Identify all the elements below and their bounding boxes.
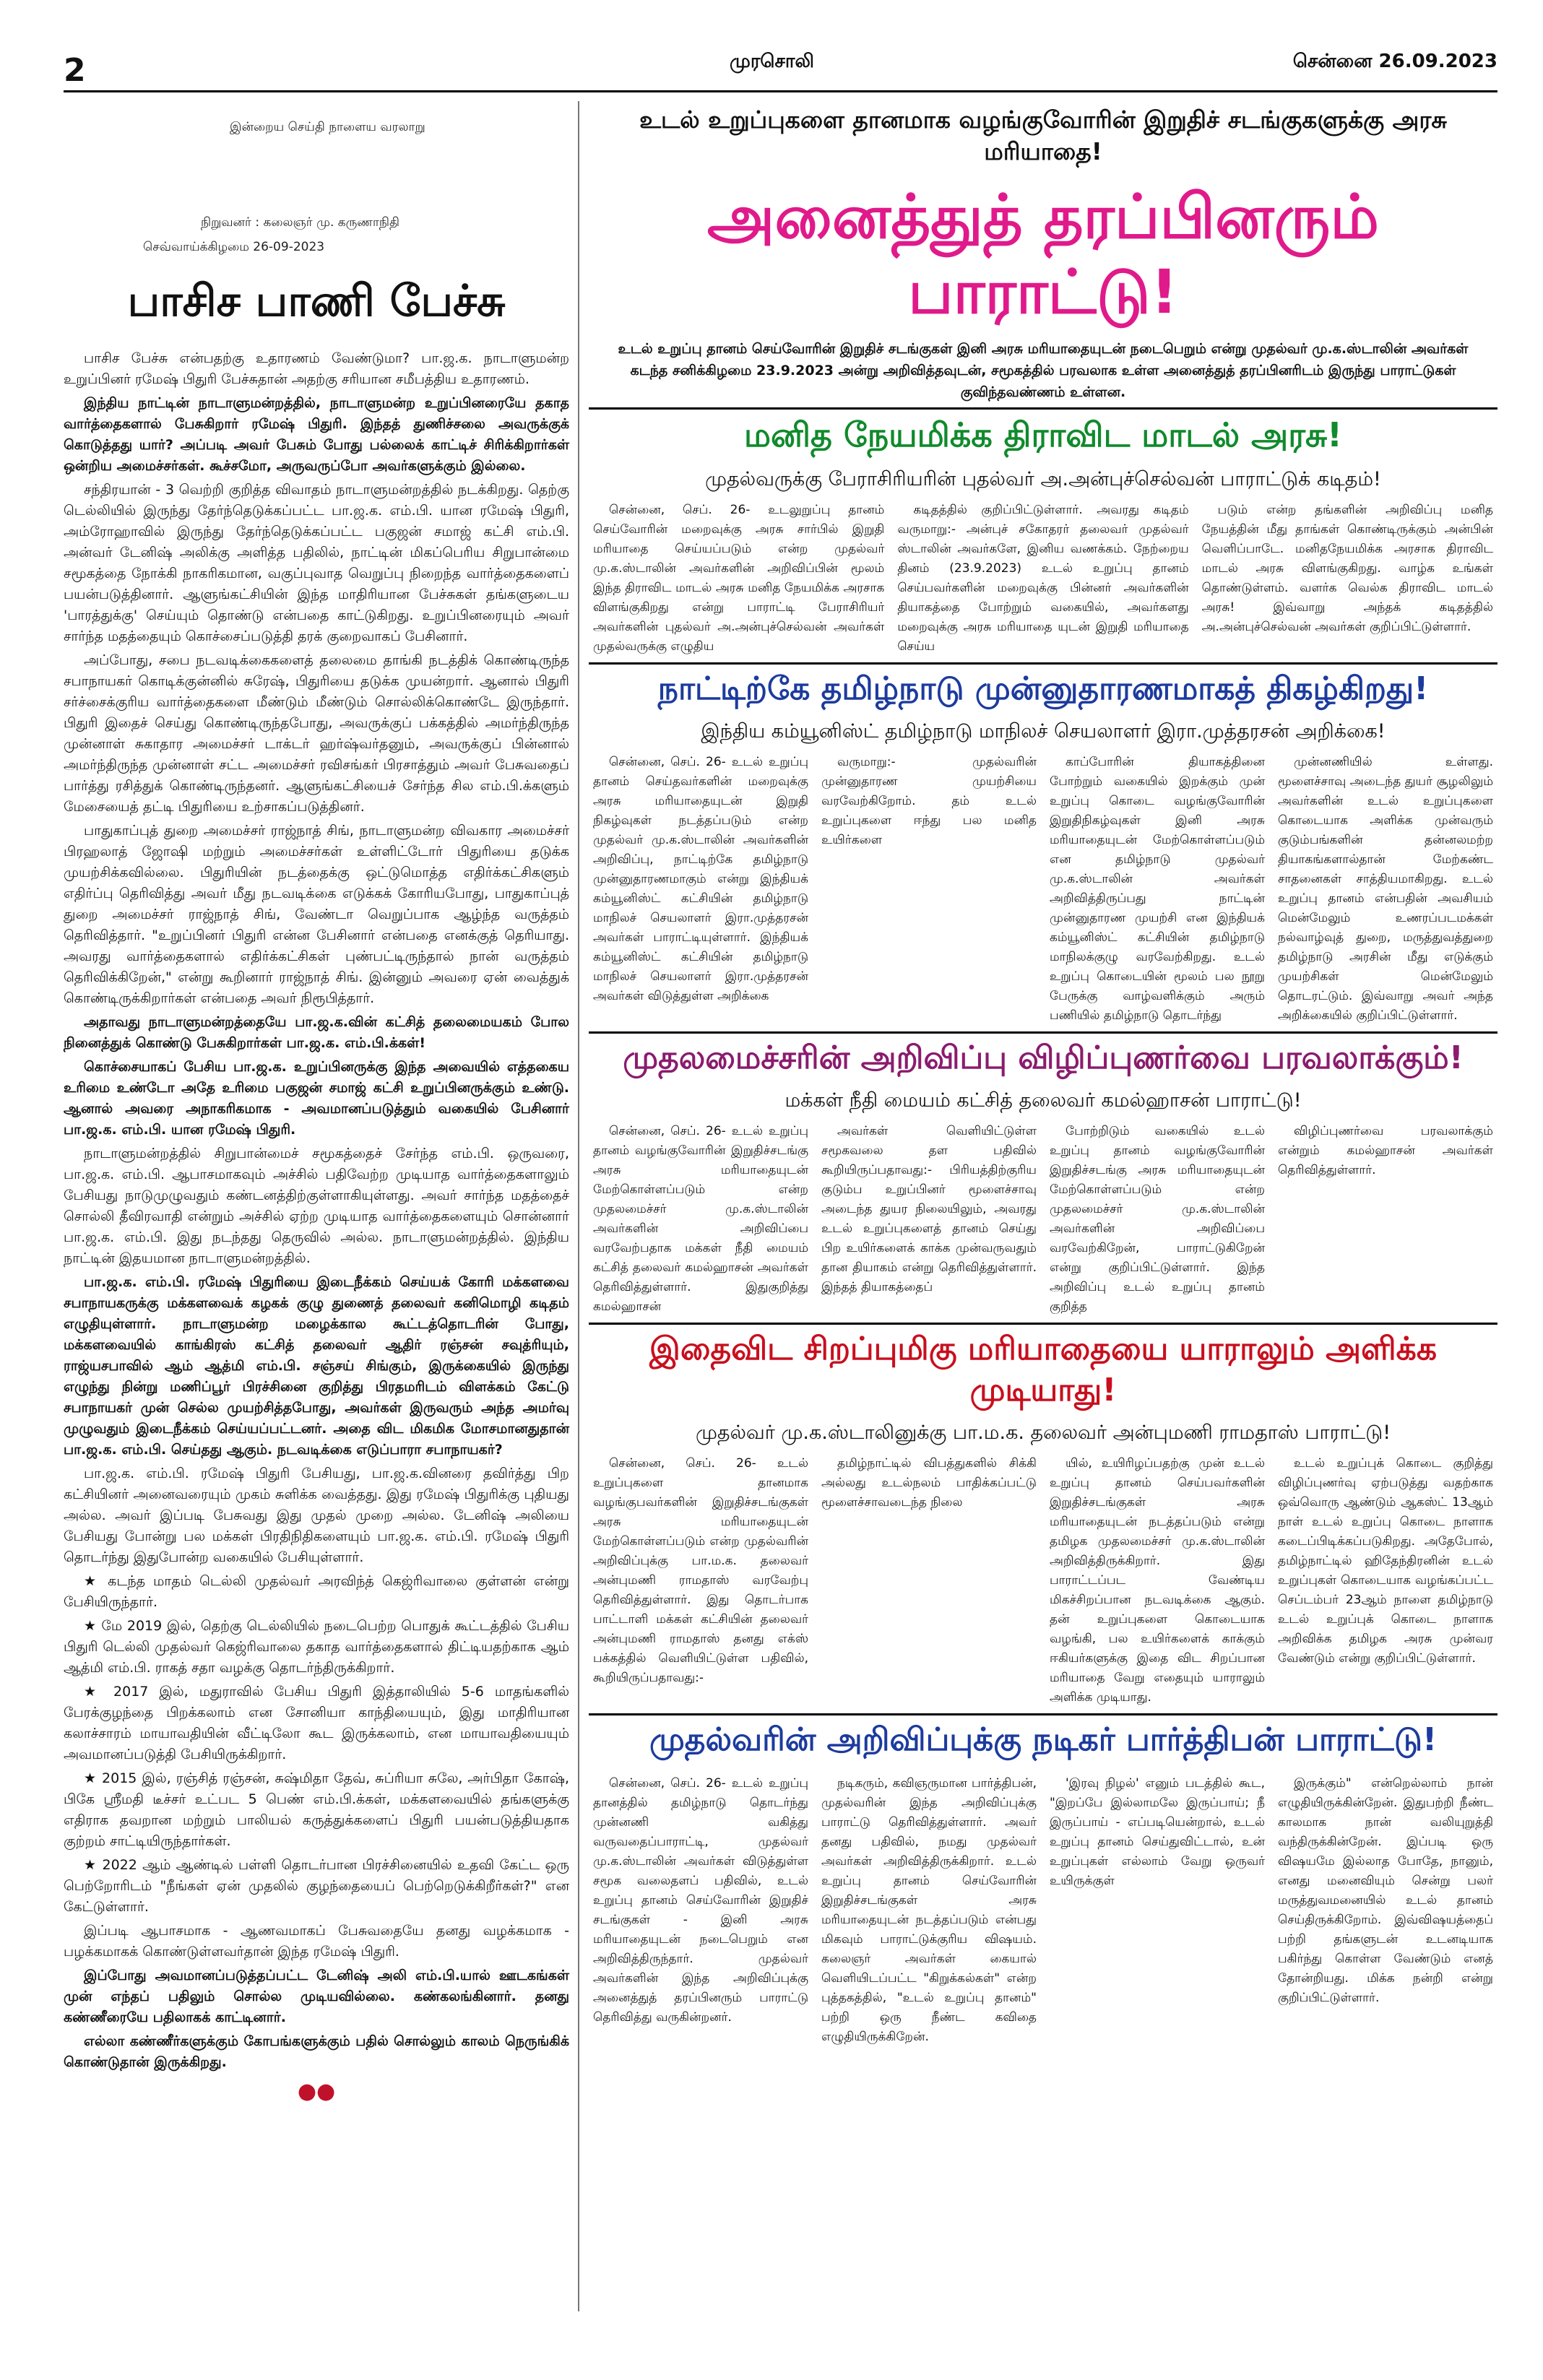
text-column bbox=[1050, 753, 1265, 1027]
masthead-rule bbox=[64, 90, 1497, 92]
editorial-paragraph: பா.ஜ.க. எம்.பி. ரமேஷ் பிதுரி பேசியது, பா.ஜ.க.வினரை தவிர்த்து பிற கட்சியினர் அனைவரையும் முகம் சுளிக்க வைத்தது. இது ரமேஷ் பிதுரிக்கு புதியது அல்ல. அவர் இப்படி பேசுவது இது முதல் முறை அல்ல. டேனிஷ் அலியை பேசியது போன்று பல மக்கள் பிரதிநிதிகளையும் பா.ஜ.க. எம்.பி. ரமேஷ் பிதுரி தொடர்ந்து இதுபோன்ற வகையில் பேசியுள்ளார். bbox=[64, 1466, 569, 1565]
text-column bbox=[821, 1454, 1037, 1709]
editorial-body bbox=[64, 348, 569, 2073]
column-text: முன்னணியில் உள்ளது. மூளைச்சாவு அடைந்த துயர் சூழலிலும் அவர்களின் உடல் உறுப்புகளை கொடையாக அளிக்க முன்வரும் குடும்பங்களின் தன்னலமற்ற தியாகங்களால்தான் மேற்கண்ட சாதனைகள் சாத்தியமாகிறது. உடல் உறுப்பு தானம் என்பதின் அவசியம் மென்மேலும் உணரப்படமக்கள் நல்வாழ்வுத் துறை, மருத்துவத்துறை தமிழ்நாடு அரசின் மீது எடுக்கும் முயற்சிகள் மென்மேலும் தொடரட்டும். இவ்வாறு அவர் அந்த அறிக்கையில் குறிப்பிட்டுள்ளார். bbox=[1278, 755, 1493, 1023]
section-headline: முதலமைச்சரின் அறிவிப்பு விழிப்புணர்வை பரவலாக்கும்! bbox=[589, 1031, 1497, 1086]
editorial-paragraph: இப்போது அவமானப்படுத்தப்பட்ட டேனிஷ் அலி எம்.பி.யால் ஊடகங்கள் முன் எந்தப் பதிலும் சொல்ல முடியவில்லை. கண்கலங்கினார். தனது கண்ணீரையே பதிலாகக் காட்டினார். bbox=[64, 1968, 569, 2025]
banner-headline: அனைத்துத் தரப்பினரும் பாராட்டு! bbox=[707, 181, 1379, 327]
editorial-paragraph: இப்படி ஆபாசமாக - ஆணவமாகப் பேசுவதையே தனது வழக்கமாக - பழக்கமாகக் கொண்டுள்ளவர்தான் இந்த ரமேஷ் பிதுரி. bbox=[64, 1923, 569, 1960]
editorial-paragraph: நாடாளுமன்றத்தில் சிறுபான்மைச் சமூகத்தைச் சேர்ந்த எம்.பி. ஒருவரை, பா.ஜ.க. எம்.பி. ஆபாசமாகவும் அச்சில் பதிவேற்ற முடியாத வார்த்தைகளாலும் பேசியது நாடுமுழுவதும் கண்டனத்திற்குள்ளாகியுள்ளது. அவர் சார்ந்த மதத்தைச் சொல்லி தீவிரவாதி என்றும் அச்சில் ஏற்ற முடியாத வார்த்தைகளையும் சொன்னார் பா.ஜ.க. எம்.பி. இது நடந்தது தெருவில் அல்ல. நாடாளுமன்றத்தில். இந்திய நாட்டின் இதயமான நாடாளுமன்றத்தில். bbox=[64, 1146, 569, 1266]
column-text: காப்போரின் தியாகத்தினை போற்றும் வகையில் இறக்கும் முன் உறுப்பு கொடை வழங்குவோரின் இறுதிநிகழ்வுகள் இனி அரசு மரியாதையுடன் மேற்கொள்ளப்படும் என தமிழ்நாடு முதல்வர் மு.க.ஸ்டாலின் அவர்கள் அறிவித்திருப்பது நாட்டின் முன்னுதாரண முயற்சி என இந்தியக் கம்யூனிஸ்ட் கட்சியின் தமிழ்நாடு மாநிலக்குழு வரவேற்கிறது. உடல் உறுப்பு கொடையின் மூலம் பல நூறு பேருக்கு வாழ்வளிக்கும் அரும் பணியில் தமிழ்நாடு தொடர்ந்து bbox=[1050, 755, 1265, 1023]
paper-name: முரசொலி bbox=[730, 51, 814, 72]
section-headline: முதல்வரின் அறிவிப்புக்கு நடிகர் பார்த்திபன் பாராட்டு! bbox=[589, 1713, 1497, 1768]
section-columns bbox=[589, 1774, 1497, 2048]
text-column bbox=[1050, 1122, 1265, 1318]
column-divider bbox=[578, 101, 579, 2311]
column-text: வருமாறு:- முதல்வரின் முன்னுதாரண முயற்சியை வரவேற்கிறோம். தம் உடல் உறுப்புகளை ஈந்து பல மனித உயிர்களை bbox=[821, 755, 1037, 847]
text-column bbox=[821, 1122, 1037, 1318]
column-text: விழிப்புணர்வை பரவலாக்கும் என்றும் கமல்ஹாசன் அவர்கள் தெரிவித்துள்ளார். bbox=[1278, 1124, 1493, 1177]
column-text: யில், உயிரிழப்பதற்கு முன் உடல் உறுப்பு தானம் செய்பவர்களின் இறுதிச்சடங்குகள் அரசு மரியாதையுடன் நடத்தப்படும் என்று தமிழக முதலமைச்சர் மு.க.ஸ்டாலின் அறிவித்திருக்கிறார். இது பாராட்டப்பட வேண்டிய மிகச்சிறப்பான நடவடிக்கை ஆகும். தன் உறுப்புகளை கொடையாக வழங்கி, பல உயிர்களைக் காக்கும் ஈகியர்களுக்கு இதை விட சிறப்பான மரியாதை வேறு எதையும் யாராலும் அளிக்க முடியாது. bbox=[1050, 1456, 1265, 1705]
column-text: உடல் உறுப்புக் கொடை குறித்து விழிப்புணர்வு ஏற்படுத்து வதற்காக ஒவ்வொரு ஆண்டும் ஆகஸ்ட் 13ஆம் நாள் உடல் உறுப்பு கொடை நாளாக கடைப்பிடிக்கப்படுகிறது. அதேபோல், தமிழ்நாட்டில் ஹிதேந்திரனின் உடல் உறுப்புகள் கொடையாக வழங்கப்பட்ட செப்டம்பர் 23ஆம் நாளை தமிழ்நாடு உடல் உறுப்புக் கொடை நாளாக அறிவிக்க தமிழக அரசு முன்வர வேண்டும் என்று குறிப்பிட்டுள்ளார். bbox=[1278, 1456, 1493, 1666]
editorial-paragraph: எல்லா கண்ணீர்களுக்கும் கோபங்களுக்கும் பதில் சொல்லும் காலம் நெருங்கிக் கொண்டுதான் இருக்கிறது. bbox=[64, 2033, 569, 2070]
column-text: சென்னை, செப். 26- உடல் உறுப்புகளை தானமாக வழங்குபவர்களின் இறுதிச்சடங்குகள் அரசு மரியாதையுடன் மேற்கொள்ளப்படும் என்ற முதல்வரின் அறிவிப்புக்கு பா.ம.க. தலைவர் அன்புமணி ராமதாஸ் வரவேற்பு தெரிவித்துள்ளார். இது தொடர்பாக பாட்டாளி மக்கள் கட்சியின் தலைவர் அன்புமணி ராமதாஸ் தனது எக்ஸ் பக்கத்தில் வெளியிட்டுள்ள பதிவில், கூறியிருப்பதாவது:- bbox=[593, 1456, 808, 1685]
end-mark: ●● bbox=[297, 2079, 336, 2104]
editorial-paragraph: அப்போது, சபை நடவடிக்கைகளைத் தலைமை தாங்கி நடத்திக் கொண்டிருந்த சபாநாயகர் கொடிக்குன்னில் சுரேஷ், பிதுரியை தடுக்க முயன்றார். ஆனால் பிதுரி சர்ச்சைக்குரிய வார்த்தைகளை மீண்டும் மீண்டும் சொல்லிக்கொண்டே இருந்தார். பிதுரி இதைச் செய்து கொண்டிருந்தபோது, அவருக்குப் பக்கத்தில் அமர்ந்திருந்த முன்னாள் சுகாதார அமைச்சர் டாக்டர் ஹர்ஷ்வர்தனும், அவருக்குப் பின்னால் அமர்ந்திருந்த முன்னாள் சட்ட அமைச்சர் ரவிசங்கர் பிரசாத்தும் அவர் பேசுவதைப் பார்த்து ரசித்துக் கொண்டிருந்தனர். ஆளுங்கட்சியைச் சேர்ந்த சில எம்.பி.க்களும் மேசையைத் தட்டி பிதுரியை உற்சாகப்படுத்தினர். bbox=[64, 652, 569, 815]
section-columns bbox=[589, 1122, 1497, 1318]
page-number: 2 bbox=[64, 52, 86, 89]
editorial-paragraph: கொச்சையாகப் பேசிய பா.ஜ.க. உறுப்பினருக்கு இந்த அவையில் எத்தகைய உரிமை உண்டோ அதே உரிமை பகுஜன் சமாஜ் கட்சி உறுப்பினருக்கும் உண்டு. ஆனால் அவரை அநாகரிகமாக - அவமானப்படுத்தும் வகையில் பேசினார் பா.ஜ.க. எம்.பி. யான ரமேஷ் பிதுரி. bbox=[64, 1059, 569, 1138]
editorial-paragraph: ★ 2017 இல், மதுராவில் பேசிய பிதுரி இத்தாலியில் 5-6 மாதங்களில் பேரக்குழந்தை பிறக்கலாம் என சோனியா காந்தியையும், இது மாதிரியான கலாச்சாரம் மாயாவதியின் வீட்டிலோ கூட இருக்கலாம், என மாயாவதியையும் அவமானப்படுத்தி பேசியிருக்கிறார். bbox=[64, 1684, 569, 1762]
column-text: சென்னை, செப். 26- உடலுறுப்பு தானம் செய்வோரின் மறைவுக்கு அரசு சார்பில் இறுதி மரியாதை செய்யப்படும் என்ற முதல்வர் மு.க.ஸ்டாலின் அவர்களின் அறிவிப்பின் மூலம் இந்த திராவிட மாடல் அரசு மனித நேயமிக்க அரசாக விளங்குகிறது என்று பாராட்டி பேராசிரியர் அவர்களின் புதல்வர் அ.அன்புச்செல்வன் அவர்கள் முதல்வருக்கு எழுதிய bbox=[593, 503, 885, 654]
day-date: செவ்வாய்க்கிழமை 26-09-2023 bbox=[143, 240, 325, 254]
editorial-paragraph: பாசிச பேச்சு என்பதற்கு உதாரணம் வேண்டுமா? பா.ஜ.க. நாடாளுமன்ற உறுப்பினர் ரமேஷ் பிதுரி பேச்சுதான் அதற்கு சரியான சமீபத்திய உதாரணம். bbox=[64, 350, 569, 387]
section-headline: மனித நேயமிக்க திராவிட மாடல் அரசு! bbox=[589, 407, 1497, 465]
section-subheadline: முதல்வருக்கு பேராசிரியரின் புதல்வர் அ.அன்புச்செல்வன் பாராட்டுக் கடிதம்! bbox=[705, 468, 1381, 490]
editorial-paragraph: ★ மே 2019 இல், தெற்கு டெல்லியில் நடைபெற்ற பொதுக் கூட்டத்தில் பேசிய பிதுரி டெல்லி முதல்வர் கெஜ்ரிவாலை தகாத வார்த்தைகளால் திட்டியதற்காக ஆம் ஆத்மி எம்.பி. ராகத் சதா வழக்கு தொடர்ந்திருக்கிறார். bbox=[64, 1618, 569, 1676]
editorial-paragraph: ★ 2022 ஆம் ஆண்டில் பள்ளி தொடர்பான பிரச்சினையில் உதவி கேட்ட ஒரு பெற்றோரிடம் "நீங்கள் ஏன் முதலில் குழந்தையைப் பெற்றெடுக்கிறீர்கள்?" என கேட்டுள்ளார். bbox=[64, 1857, 569, 1915]
text-column bbox=[593, 1454, 808, 1709]
section-subheadline: இந்திய கம்யூனிஸ்ட் தமிழ்நாடு மாநிலச் செயலாளர் இரா.முத்தரசன் அறிக்கை! bbox=[701, 720, 1386, 743]
lead-paragraph: உடல் உறுப்பு தானம் செய்வோரின் இறுதிச் சடங்குகள் இனி அரசு மரியாதையுடன் நடைபெறும் என்று முதல்வர் மு.க.ஸ்டாலின் அவர்கள் கடந்த சனிக்கிழமை 23.9.2023 அன்று அறிவித்தவுடன், சமூகத்தில் பரவலாக உள்ள அனைத்துத் தரப்பினரிடம் இருந்து பாராட்டுகள் குவிந்தவண்ணம் உள்ளன. bbox=[618, 341, 1469, 400]
editorial-column bbox=[64, 116, 569, 2304]
section-columns bbox=[589, 753, 1497, 1027]
editorial-paragraph: ★ 2015 இல், ரஞ்சித் ரஞ்சன், சுஷ்மிதா தேவ், சுப்ரியா சுலே, அர்பிதா கோஷ், பிகே ஸ்ரீமதி டீச்சர் உட்பட 5 பெண் எம்.பி.க்கள், மக்களவையில் தங்களுக்கு எதிராக தவறான மற்றும் பாலியல் கருத்துக்களைப் பிதுரி பயன்படுத்தியதாக குற்றம் சாட்டியிருந்தார்கள். bbox=[64, 1770, 569, 1849]
section-subheadline: மக்கள் நீதி மையம் கட்சித் தலைவர் கமல்ஹாசன் பாராட்டு! bbox=[785, 1089, 1302, 1112]
column-text: சென்னை, செப். 26- உடல் உறுப்பு தானத்தில் தமிழ்நாடு தொடர்ந்து முன்னணி வகித்து வருவதைப்பாராட்டி, முதல்வர் மு.க.ஸ்டாலின் அவர்கள் விடுத்துள்ள சமூக வலைதளப் பதிவில், உடல் உறுப்பு தானம் செய்வோரின் இறுதிச் சடங்குகள் - இனி அரசு மரியாதையுடன் நடைபெறும் என அறிவித்திருந்தார். முதல்வர் அவர்களின் இந்த அறிவிப்புக்கு அனைத்துத் தரப்பினரும் பாராட்டு தெரிவித்து வருகின்றனர். bbox=[593, 1776, 808, 2025]
text-column bbox=[897, 501, 1188, 658]
text-column bbox=[593, 1774, 808, 2048]
section-headline: நாட்டிற்கே தமிழ்நாடு முன்னுதாரணமாகத் திகழ்கிறது! bbox=[589, 662, 1497, 717]
section-subheadline: முதல்வர் மு.க.ஸ்டாலினுக்கு பா.ம.க. தலைவர் அன்புமணி ராமதாஸ் பாராட்டு! bbox=[695, 1421, 1391, 1444]
text-column bbox=[821, 1774, 1037, 2048]
top-headline: உடல் உறுப்புகளை தானமாக வழங்குவோரின் இறுதிச் சடங்குகளுக்கு அரசு மரியாதை! bbox=[639, 105, 1447, 165]
editorial-paragraph: அதாவது நாடாளுமன்றத்தையே பா.ஜ.க.வின் கட்சித் தலைமையகம் போல நினைத்துக் கொண்டு பேசுகிறார்கள் பா.ஜ.க. எம்.பி.க்கள்! bbox=[64, 1014, 569, 1051]
news-section bbox=[589, 1323, 1497, 1709]
text-column bbox=[1278, 1122, 1493, 1318]
column-text: இருக்கும்" என்றெல்லாம் நான் எழுதியிருக்கின்றேன். இதுபற்றி நீண்ட காலமாக நான் வலியுறுத்தி வந்திருக்கின்றேன். இப்படி ஒரு விஷயமே இல்லாத போதே, நானும், எனது மனைவியும் சென்று பலர் மருத்துவமனையில் உடல் தானம் செய்திருக்கிறோம். இவ்விஷயத்தைப் பற்றி தங்களுடன் உடனடியாக பகிர்ந்து கொள்ள வேண்டும் எனத் தோன்றியது. மிக்க நன்றி என்று குறிப்பிட்டுள்ளார். bbox=[1278, 1776, 1493, 2005]
editorial-paragraph: ★ கடந்த மாதம் டெல்லி முதல்வர் அரவிந்த் கெஜ்ரிவாலை குள்ளன் என்று பேசியிருந்தார். bbox=[64, 1573, 569, 1610]
column-text: தமிழ்நாட்டில் விபத்துகளில் சிக்கி அல்லது உடல்நலம் பாதிக்கப்பட்டு மூளைச்சாவடைந்த நிலை bbox=[821, 1456, 1037, 1510]
text-column bbox=[1202, 501, 1493, 658]
founder-line: நிறுவனர் : கலைஞர் மு. கருணாநிதி bbox=[201, 215, 399, 230]
editorial-paragraph: பா.ஜ.க. எம்.பி. ரமேஷ் பிதுரியை இடைநீக்கம் செய்யக் கோரி மக்களவை சபாநாயகருக்கு மக்களவைக் கழகக் குழு துணைத் தலைவர் கனிமொழி கடிதம் எழுதியுள்ளார். நாடாளுமன்ற மழைக்கால கூட்டத்தொடரின் போது, மக்களவையில் காங்கிரஸ் கட்சித் தலைவர் ஆதிர் ரஞ்சன் சவுத்ரியும், ராஜ்யசபாவில் ஆம் ஆத்மி எம்.பி. சஞ்சய் சிங்கும், இருக்கையில் இருந்து எழுந்து நின்று மணிப்பூர் பிரச்சினை குறித்து பிரதமரிடம் விளக்கம் கேட்டு சபாநாயகர் முன் செல்ல முயற்சித்தபோது, அவர்கள் இருவரும் அந்த அமர்வு முழுவதும் இடைநீக்கம் செய்யப்பட்டனர். அதை விட மிகமிக மோசமானதுதான் பா.ஜ.க. எம்.பி. செய்தது ஆகும். நடவடிக்கை எடுப்பாரா சபாநாயகர்? bbox=[64, 1274, 569, 1458]
text-column bbox=[1278, 753, 1493, 1027]
column-text: நடிகரும், கவிஞருமான பார்த்திபன், முதல்வரின் இந்த அறிவிப்புக்கு பாராட்டு தெரிவித்துள்ளார். அவர் தனது பதிவில், நமது முதல்வர் அவர்கள் அறிவித்திருக்கிறார். உடல் உறுப்பு தானம் செய்வோரின் இறுதிச்சடங்குகள் அரசு மரியாதையுடன் நடத்தப்படும் என்பது மிகவும் பாராட்டுக்குரிய விஷயம். கலைஞர் அவர்கள் கையால் வெளியிடப்பட்ட "கிறுக்கல்கள்" என்ற புத்தகத்தில், "உடல் உறுப்பு தானம்" பற்றி ஒரு நீண்ட கவிதை எழுதியிருக்கிறேன். bbox=[821, 1776, 1037, 2044]
column-text: 'இரவு நிழல்' எனும் படத்தில் கூட, "இறப்பே இல்லாமலே இருப்பாய்; நீ இருப்பாய் - எப்படியென்றால், உடல் உறுப்பு தானம் செய்துவிட்டால், உன் உறுப்புகள் எல்லாம் வேறு ஒருவர் உயிருக்குள் bbox=[1050, 1776, 1265, 1888]
main-news-area bbox=[589, 101, 1497, 2311]
column-text: அவர்கள் வெளியிட்டுள்ள சமூகவலை தள பதிவில் கூறியிருப்பதாவது:- பிரியத்திற்குரிய குடும்ப உறுப்பினர் மூளைச்சாவு அடைந்த துயர நிலையிலும், அவரது உடல் உறுப்புகளைத் தானம் செய்து பிற உயிர்களைக் காக்க முன்வருவதும் தான தியாகம் என்று தெரிவித்துள்ளார். இந்தத் தியாகத்தைப் bbox=[821, 1124, 1037, 1294]
editorial-paragraph: இந்திய நாட்டின் நாடாளுமன்றத்தில், நாடாளுமன்ற உறுப்பினரையே தகாத வார்த்தைகளால் பேசுகிறார் ரமேஷ் பிதுரி. இந்தத் துணிச்சலை அவருக்குக் கொடுத்தது யார்? அப்படி அவர் பேசும் போது பல்லைக் காட்டிச் சிரிக்கிறார்கள் ஒன்றிய அமைச்சர்கள். கூச்சமோ, அருவருப்போ அவர்களுக்கும் இல்லை. bbox=[64, 395, 569, 474]
news-section bbox=[589, 662, 1497, 1027]
tagline: இன்றைய செய்தி நாளைய வரலாறு bbox=[230, 120, 425, 134]
column-text: போற்றிடும் வகையில் உடல் உறுப்பு தானம் வழங்குவோரின் இறுதிச்சடங்கு அரசு மரியாதையுடன் மேற்கொள்ளப்படும் என்ற முதலமைச்சர் மு.க.ஸ்டாலின் அவர்களின் அறிவிப்பை வரவேற்கிறேன், பாராட்டுகிறேன் என்று குறிப்பிட்டுள்ளார். இந்த அறிவிப்பு உடல் உறுப்பு தானம் குறித்த bbox=[1050, 1124, 1265, 1314]
text-column bbox=[1278, 1454, 1493, 1709]
news-section bbox=[589, 1713, 1497, 2048]
editorial-paragraph: சந்திரயான் - 3 வெற்றி குறித்த விவாதம் நாடாளுமன்றத்தில் நடக்கிறது. தெற்கு டெல்லியில் இருந்து தேர்ந்தெடுக்கப்பட்ட பா.ஜ.க. எம்.பி. யான ரமேஷ் பிதுரி, அம்ரோஹாவில் இருந்து தேர்ந்தெடுக்கப்பட்ட பகுஜன் சமாஜ் கட்சி எம்.பி. அன்வர் டேனிஷ் அலிக்கு அளித்த பதிலில், நாட்டின் மிகப்பெரிய சிறுபான்மை சமூகத்தை நோக்கி நாகரிகமான, வகுப்புவாத வெறுப்பு நிறைந்த வார்த்தைகளைப் பயன்படுத்தினார். ஆளுங்கட்சியின் இந்த மாதிரியான பேச்சுகள் தங்களுடைய 'பாரத்துக்கு' செய்யும் தொண்டு என்பதை காட்டுகிறது. உறுப்பினரையும் அவர் சார்ந்த மதத்தையும் கொச்சைப்படுத்தி தரக் குறைவாகப் பேசினார். bbox=[64, 482, 569, 644]
issue-date: சென்னை 26.09.2023 bbox=[1292, 51, 1497, 72]
editorial-paragraph: பாதுகாப்புத் துறை அமைச்சர் ராஜ்நாத் சிங், நாடாளுமன்ற விவகார அமைச்சர் பிரஹலாத் ஜோஷி மற்றும் அமைச்சர்கள் உள்ளிட்டோர் பிதுரியை தடுக்க முயற்சிக்கவில்லை. பிதுரியின் நடத்தைக்கு ஒட்டுமொத்த எதிர்க்கட்சிகளும் எதிர்ப்பு தெரிவித்து அவர் மீது நடவடிக்கை எடுக்கக் கோரியபோது, பாதுகாப்புத் துறை அமைச்சர் ராஜ்நாத் சிங், வேண்டா வெறுப்பாக ஆழ்ந்த வருத்தம் தெரிவித்தார். "உறுப்பினர் பிதுரி என்ன பேசினார் என்பதை எனக்குத் தெரியாது. அவரது வார்த்தைகளால் எதிர்க்கட்சிகள் புண்பட்டிருந்தால் நான் வருத்தம் தெரிவிக்கிறேன்," என்று கூறினார் ராஜ்நாத் சிங். இன்னும் அவரை ஏன் வைத்துக் கொண்டிருக்கிறார்கள் என்பதை அவர் நிரூபித்தார். bbox=[64, 823, 569, 1006]
text-column bbox=[593, 1122, 808, 1318]
news-section bbox=[589, 407, 1497, 658]
text-column bbox=[1050, 1774, 1265, 2048]
section-columns bbox=[589, 1454, 1497, 1709]
section-headline: இதைவிட சிறப்புமிகு மரியாதையை யாராலும் அளிக்க முடியாது! bbox=[589, 1323, 1497, 1419]
editorial-title: பாசிச பாணி பேச்சு bbox=[127, 276, 506, 326]
text-column bbox=[821, 753, 1037, 1027]
news-sections bbox=[589, 407, 1497, 2048]
section-columns bbox=[589, 501, 1497, 658]
text-column bbox=[1050, 1454, 1265, 1709]
text-column bbox=[593, 501, 884, 658]
news-section bbox=[589, 1031, 1497, 1318]
text-column bbox=[593, 753, 808, 1027]
column-text: சென்னை, செப். 26- உடல் உறுப்பு தானம் செய்தவர்களின் மறைவுக்கு அரசு மரியாதையுடன் இறுதி நிகழ்வுகள் நடத்தப்படும் என்ற முதல்வர் மு.க.ஸ்டாலின் அவர்களின் அறிவிப்பு, நாட்டிற்கே தமிழ்நாடு முன்னுதாரணமாகும் என்று இந்தியக் கம்யூனிஸ்ட் கட்சியின் தமிழ்நாடு மாநிலச் செயலாளர் இரா.முத்தரசன் அவர்கள் பாராட்டியுள்ளார். இந்தியக் கம்யூனிஸ்ட் கட்சியின் தமிழ்நாடு மாநிலச் செயலாளர் இரா.முத்தரசன் அவர்கள் விடுத்துள்ள அறிக்கை bbox=[593, 755, 808, 1003]
column-text: கடிதத்தில் குறிப்பிட்டுள்ளார். அவரது கடிதம் வருமாறு:- அன்புச் சகோதரர் தலைவர் முதல்வர் ஸ்டாலின் அவர்களே, இனிய வணக்கம். நேற்றைய தினம் (23.9.2023) உடல் உறுப்பு தானம் செய்பவர்களின் மறைவுக்கு பின்னர் அவர்களின் தியாகத்தை போற்றும் வகையில், அவர்களது மறைவுக்கு அரசு மரியாதை யுடன் இறுதி மரியாதை செய்ய bbox=[897, 503, 1189, 654]
column-text: சென்னை, செப். 26- உடல் உறுப்பு தானம் வழங்குவோரின் இறுதிச்சடங்கு அரசு மரியாதையுடன் மேற்கொள்ளப்படும் என்ற முதலமைச்சர் மு.க.ஸ்டாலின் அவர்களின் அறிவிப்பை வரவேற்பதாக மக்கள் நீதி மையம் கட்சித் தலைவர் கமல்ஹாசன் அவர்கள் தெரிவித்துள்ளார். இதுகுறித்து கமல்ஹாசன் bbox=[593, 1124, 808, 1314]
text-column bbox=[1278, 1774, 1493, 2048]
column-text: படும் என்ற தங்களின் அறிவிப்பு மனித நேயத்தின் மீது தாங்கள் கொண்டிருக்கும் அன்பின் வெளிப்பாடே. மனிதநேயமிக்க அரசாக திராவிட மாடல் அரசு விளங்குகிறது. வாழ்க உங்கள் தொண்டுள்ளம். வளர்க வெல்க திராவிட மாடல் அரசு! இவ்வாறு அந்தக் கடிதத்தில் அ.அன்புச்செல்வன் அவர்கள் குறிப்பிட்டுள்ளார். bbox=[1201, 503, 1493, 634]
